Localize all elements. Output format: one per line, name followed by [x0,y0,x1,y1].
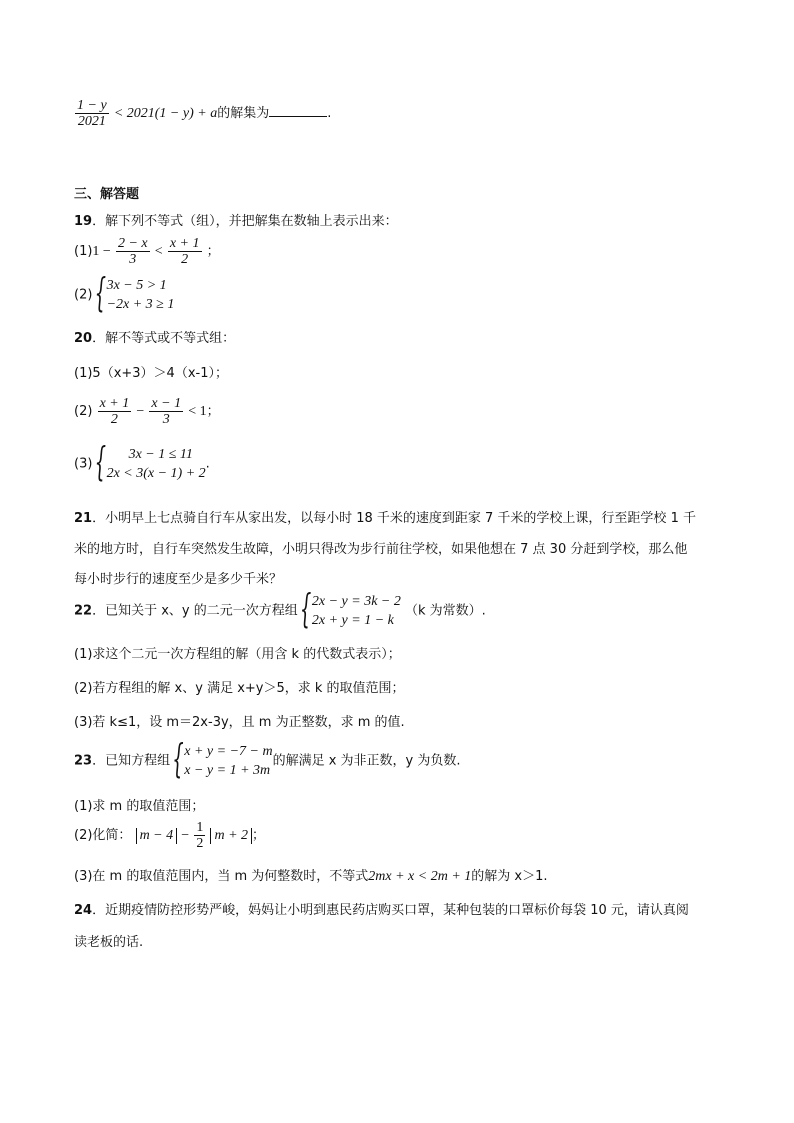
q22-stem [74,586,486,633]
q20-stem [74,327,235,346]
q22-part1: (1)求这个二元一次方程组的解（用含 k 的代数式表示）； [74,647,401,662]
q19-p1-frac1-num: 2 − x [117,236,148,251]
q23-p2-end: ； [252,828,266,843]
q24-line1-text: ．近期疫情防控形势严峻，妈妈让小明到惠民药店购买口罩，某种包装的口罩标价每袋 10 元，请认真阅 [92,903,689,918]
q18-text: 的解集为 [217,106,270,121]
q23-number: 23 [74,753,93,769]
q20-part2 [74,396,220,427]
q19-p1-frac2-num: x + 1 [169,236,200,251]
q18-inequality [74,98,331,129]
q22-part2: (2)若方程组的解 x、y 满足 x+y＞5，求 k 的取值范围； [74,681,405,696]
q23-p2-label: (2)化简： [74,828,132,843]
q23-eq2: x − y = 1 + 3m [184,763,271,778]
q19-p1-frac2 [168,236,202,267]
q19-p2-system [94,270,175,317]
q19-p1-end: ； [206,244,220,259]
q21-number: 21 [74,511,93,526]
q23-part1: (1)求 m 的取值范围； [74,799,205,814]
q19-p2-eq1: 3x − 5 > 1 [106,278,167,293]
q20-p2-label: (2) [74,404,93,419]
q19-p2-eq2: −2x + 3 ≥ 1 [106,297,175,312]
q23-system [172,736,273,783]
q20-p3-end: . [205,456,210,472]
q19-p1-frac1 [116,236,150,267]
q18-frac-den: 2021 [77,114,106,129]
q19-p1-pre: 1 − [92,244,111,259]
section-title: 三、解答题 [74,187,140,202]
q21-line2: 米的地方时，自行车突然发生故障，小明只得改为步行前往学校，如果他想在 7 点 30 分赶到学校，那么他 [74,542,688,557]
q24-line2: 读老板的话. [74,935,144,950]
q19-part1 [74,236,220,267]
q20-stem-text: ．解不等式或不等式组： [92,331,236,346]
q23-p3-pre: (3)在 m 的取值范围内，当 m 为何整数时，不等式 [74,869,369,884]
q19-stem [74,210,398,229]
q20-p2-frac2-den: 3 [162,412,170,427]
q18-frac-num: 1 − y [77,98,107,113]
q23-p3-post: 的解为 x＞1. [471,869,548,884]
q19-p1-op: < [154,244,163,259]
q20-p3-system [94,439,206,486]
q23-p2-frac [194,820,205,851]
q20-p3-eq2: 2x < 3(x − 1) + 2 [106,466,206,481]
brace-icon: { [172,736,184,783]
q19-stem-text: ．解下列不等式（组），并把解集在数轴上表示出来： [92,214,398,229]
q20-p2-frac1-num: x + 1 [99,396,130,411]
q21-line3: 每小时步行的速度至少是多少千米？ [74,572,283,587]
q23-p2-frac-den: 2 [196,836,204,851]
q18-expression: < 2021(1 − y) + a [113,106,218,121]
q19-p1-frac1-den: 3 [129,252,137,267]
q19-part2 [74,270,175,317]
q23-p3-ineq: 2mx + x < 2m + 1 [368,869,472,884]
q23-p2-minus: − [181,828,190,843]
q18-fraction [75,98,109,129]
q23-p2-abs2: m + 2 [210,828,252,844]
q21-line1 [74,507,696,526]
q23-stem [74,736,461,783]
q18-end: . [327,106,332,121]
brace-icon: { [94,270,107,317]
brace-icon: { [94,439,107,486]
q20-p2-op: − [136,404,145,419]
q20-part1 [74,362,228,381]
q22-system [299,586,401,633]
q22-eq2: 2x + y = 1 − k [311,613,394,628]
q23-part2 [74,820,265,851]
q23-tail: 的解满足 x 为非正数，y 为负数. [272,753,461,769]
q21-line1-text: ．小明早上七点骑自行车从家出发，以每小时 18 千米的速度到距家 7 千米的学校上课，行至距学校 1 千 [92,511,696,526]
q20-part3 [74,439,210,486]
q20-p1-text: 5（x+3）＞4（x-1）； [92,366,228,381]
q19-p2-label: (2) [74,287,93,303]
q22-part3: (3)若 k≤1，设 m＝2x-3y，且 m 为正整数，求 m 的值. [74,715,405,730]
q19-p1-label: (1) [74,244,93,259]
q20-number: 20 [74,331,93,346]
q24-line1 [74,899,689,918]
q20-p2-frac1 [98,396,132,427]
q22-eq1: 2x − y = 3k − 2 [311,594,401,609]
q20-p2-tail: < 1 [188,404,207,419]
q20-p2-frac2 [149,396,183,427]
q20-p3-eq1: 3x − 1 ≤ 11 [128,447,193,462]
q22-stem-text: ．已知关于 x、y 的二元一次方程组 [92,603,298,619]
q22-note: （k 为常数）. [405,603,486,619]
q18-answer-blank [269,104,327,117]
q20-p2-end: ； [206,404,220,419]
q23-stem-text: ．已知方程组 [92,753,171,769]
q20-p2-frac1-den: 2 [110,412,118,427]
q23-p2-abs1: m − 4 [136,828,178,844]
q23-part3 [74,865,548,885]
q19-number: 19 [74,214,93,229]
q20-p2-frac2-num: x − 1 [151,396,182,411]
brace-icon: { [299,586,312,633]
q20-p1-label: (1) [74,366,93,381]
q19-p1-frac2-den: 2 [181,252,189,267]
q23-eq1: x + y = −7 − m [184,744,273,759]
q23-p2-frac-num: 1 [196,820,204,835]
q24-number: 24 [74,903,93,918]
q22-number: 22 [74,603,93,619]
q20-p3-label: (3) [74,456,93,472]
